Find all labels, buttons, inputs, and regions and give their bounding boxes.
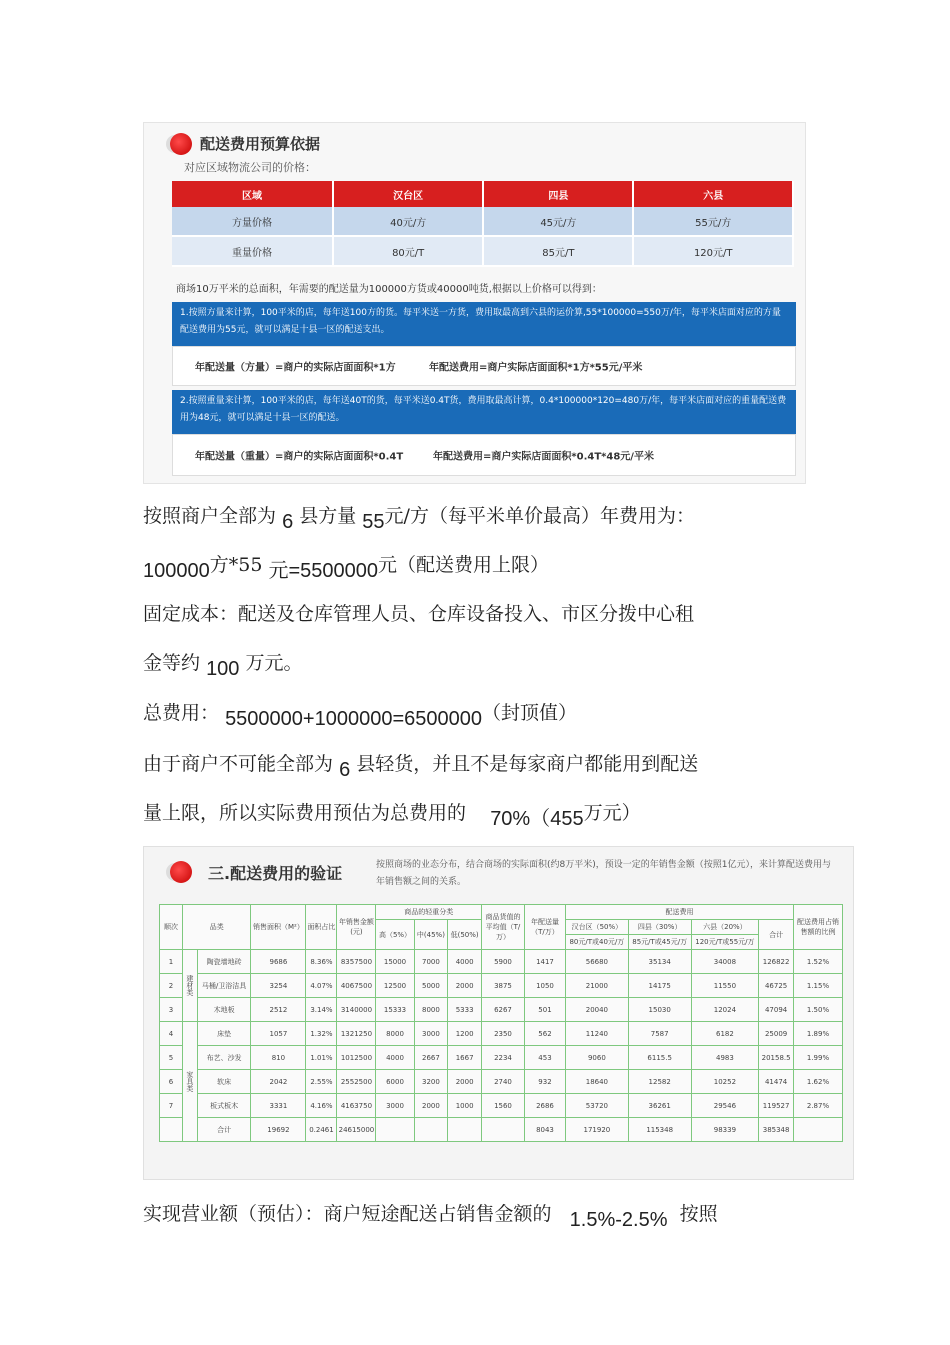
total-cell: 24615000 <box>337 1118 376 1142</box>
table-cell: 12582 <box>628 1070 691 1094</box>
header-sixian: 四县（30%） <box>628 920 691 935</box>
table-cell: 8357500 <box>337 950 376 974</box>
table-cell: 18640 <box>565 1070 628 1094</box>
method1-box <box>172 302 796 346</box>
price-cell: 55元/方 <box>633 207 793 236</box>
table-cell: 5333 <box>448 998 482 1022</box>
total-cell: 0.2461 <box>306 1118 337 1142</box>
header-volume: 年配送量（T/万） <box>524 905 565 950</box>
table-cell: 29546 <box>691 1094 759 1118</box>
header-order: 顺次 <box>160 905 183 950</box>
table-cell: 5000 <box>414 974 448 998</box>
method2-text: 2.按照重量来计算，100平米的店，每年送40T的货，每平米送0.4T货，费用取最高计算，0.4*100000*120=480万/年，每平米店面对应的重量配送费用为48元，就可以满足十县一区的配送。 <box>180 396 787 423</box>
table-cell: 1.62% <box>794 1070 843 1094</box>
figure-title: 配送费用预算依据 <box>200 135 321 153</box>
price-header-cell: 四县 <box>483 181 633 207</box>
table-cell: 软床 <box>197 1070 251 1094</box>
table-cell: 8000 <box>414 998 448 1022</box>
total-row <box>160 1118 843 1142</box>
red-bullet-icon <box>170 133 192 155</box>
table-cell: 2 <box>160 974 183 998</box>
table-cell: 1.89% <box>794 1022 843 1046</box>
table-cell: 1.99% <box>794 1046 843 1070</box>
table-cell: 1.32% <box>306 1022 337 1046</box>
header-heavy: 高（5%） <box>376 920 414 950</box>
table-cell: 2350 <box>481 1022 524 1046</box>
budget-basis-figure <box>143 122 806 484</box>
table-cell: 34008 <box>691 950 759 974</box>
intro-text: 商场10万平米的总面积，年需要的配送量为100000方货或40000吨货,根据以上价格可以得到： <box>176 284 602 295</box>
total-cell: 385348 <box>759 1118 794 1142</box>
paragraph-4: 金等约 100 万元。 <box>143 652 303 680</box>
figure-title: 三.配送费用的验证 <box>208 864 343 883</box>
table-cell: 8.36% <box>306 950 337 974</box>
table-cell: 25009 <box>759 1022 794 1046</box>
table-cell: 9686 <box>251 950 306 974</box>
table-cell: 3254 <box>251 974 306 998</box>
table-cell: 501 <box>524 998 565 1022</box>
table-cell: 木地板 <box>197 998 251 1022</box>
total-cell <box>481 1118 524 1142</box>
table-cell: 2000 <box>448 1070 482 1094</box>
table-cell: 3875 <box>481 974 524 998</box>
table-cell: 6000 <box>376 1070 414 1094</box>
paragraph-7: 量上限，所以实际费用预估为总费用的 70%（455万元） <box>143 802 641 830</box>
table-cell: 3 <box>160 998 183 1022</box>
table-cell: 2000 <box>448 974 482 998</box>
formula2-box <box>172 434 796 476</box>
table-cell: 1417 <box>524 950 565 974</box>
group-label: 家具类 <box>183 1022 198 1142</box>
table-cell: 1012500 <box>337 1046 376 1070</box>
table-row <box>160 1046 843 1070</box>
paragraph-1: 按照商户全部为 6 县方量 55元/方（每平米单价最高）年费用为： <box>143 505 695 533</box>
method2-box <box>172 390 796 434</box>
formula1-box <box>172 346 796 386</box>
table-cell: 1.52% <box>794 950 843 974</box>
table-cell: 36261 <box>628 1094 691 1118</box>
table-cell: 4000 <box>376 1046 414 1070</box>
price-table <box>172 181 794 267</box>
figure-subtitle: 对应区域物流公司的价格： <box>184 161 316 174</box>
cost-verification-figure <box>143 846 854 1180</box>
table-cell: 1000 <box>448 1094 482 1118</box>
price-header-cell: 区域 <box>172 181 333 207</box>
header-low: 低(50%) <box>448 920 482 950</box>
header-liuxian: 六县（20%） <box>691 920 759 935</box>
table-cell: 12024 <box>691 998 759 1022</box>
table-cell: 14175 <box>628 974 691 998</box>
table-row <box>160 998 843 1022</box>
total-cell: 19692 <box>251 1118 306 1142</box>
table-cell: 1560 <box>481 1094 524 1118</box>
figure-description: 按照商场的业态分布，结合商场的实际面积(约8万平米)，预设一定的年销售金额（按照1亿元），来计算配送费用与年销售额之间的关系。 <box>376 860 831 887</box>
table-cell: 4000 <box>448 950 482 974</box>
table-cell: 15333 <box>376 998 414 1022</box>
table-cell: 10252 <box>691 1070 759 1094</box>
table-cell: 6115.5 <box>628 1046 691 1070</box>
header-mid: 中(45%) <box>414 920 448 950</box>
header-hantai: 汉台区（50%） <box>565 920 628 935</box>
table-cell: 47094 <box>759 998 794 1022</box>
total-cell <box>794 1118 843 1142</box>
table-cell: 3331 <box>251 1094 306 1118</box>
header-class-group: 商品的轻重分类 <box>376 905 482 920</box>
total-cell: 8043 <box>524 1118 565 1142</box>
table-cell: 1667 <box>448 1046 482 1070</box>
price-cell: 重量价格 <box>172 236 333 266</box>
table-cell: 810 <box>251 1046 306 1070</box>
table-cell: 2740 <box>481 1070 524 1094</box>
table-cell: 41474 <box>759 1070 794 1094</box>
total-cell: 115348 <box>628 1118 691 1142</box>
table-cell: 1.15% <box>794 974 843 998</box>
table-cell: 3000 <box>376 1094 414 1118</box>
table-cell: 4983 <box>691 1046 759 1070</box>
price-cell: 80元/T <box>333 236 483 266</box>
total-cell <box>160 1118 183 1142</box>
table-cell: 9060 <box>565 1046 628 1070</box>
total-cell <box>376 1118 414 1142</box>
table-cell: 1321250 <box>337 1022 376 1046</box>
header-category: 品类 <box>183 905 251 950</box>
table-cell: 2512 <box>251 998 306 1022</box>
table-cell: 2000 <box>414 1094 448 1118</box>
price-header-cell: 六县 <box>633 181 793 207</box>
header-fee-ratio: 配送费用占销售额的比例 <box>794 905 843 950</box>
table-cell: 4.07% <box>306 974 337 998</box>
table-cell: 5 <box>160 1046 183 1070</box>
paragraph-5: 总费用： 5500000+1000000=6500000（封顶值） <box>143 702 578 730</box>
formula1-volume: 年配送量（方量）=商户的实际店面面积*1方 <box>195 362 396 374</box>
table-cell: 4 <box>160 1022 183 1046</box>
method1-text: 1.按照方量来计算，100平米的店，每年送100方的货。每平米送一方货，费用取最高到六县的运价算,55*100000=550万/年，每平米店面对应的方量配送费用为55元，就可以满足十县一区的配送支出。 <box>180 308 781 335</box>
price-row <box>172 236 793 266</box>
header-total: 合计 <box>759 920 794 950</box>
total-cell <box>414 1118 448 1142</box>
header-sixian-rate: 85元/T或45元/万 <box>628 935 691 950</box>
table-row <box>160 1022 843 1046</box>
header-liuxian-rate: 120元/T或55元/万 <box>691 935 759 950</box>
table-cell: 4067500 <box>337 974 376 998</box>
table-cell: 8000 <box>376 1022 414 1046</box>
table-cell: 5900 <box>481 950 524 974</box>
table-cell: 126822 <box>759 950 794 974</box>
header-area: 销售面积（M²） <box>251 905 306 950</box>
table-cell: 2042 <box>251 1070 306 1094</box>
paragraph-3: 固定成本：配送及仓库管理人员、仓库设备投入、市区分拨中心租 <box>143 603 695 625</box>
table-cell: 56680 <box>565 950 628 974</box>
total-cell: 171920 <box>565 1118 628 1142</box>
table-cell: 4163750 <box>337 1094 376 1118</box>
table-cell: 1050 <box>524 974 565 998</box>
table-cell: 562 <box>524 1022 565 1046</box>
table-row <box>160 1070 843 1094</box>
price-cell: 120元/T <box>633 236 793 266</box>
table-cell: 2.87% <box>794 1094 843 1118</box>
table-cell: 6182 <box>691 1022 759 1046</box>
table-cell: 板式板木 <box>197 1094 251 1118</box>
table-cell: 21000 <box>565 974 628 998</box>
table-cell: 2667 <box>414 1046 448 1070</box>
table-row <box>160 950 843 974</box>
red-bullet-icon <box>170 861 192 883</box>
price-cell: 45元/方 <box>483 207 633 236</box>
table-cell: 20158.5 <box>759 1046 794 1070</box>
table-row <box>160 974 843 998</box>
formula1-cost: 年配送费用=商户实际店面面积*1方*55元/平米 <box>429 362 643 374</box>
paragraph-8: 实现营业额（预估）：商户短途配送占销售金额的 1.5%-2.5% 按照 <box>143 1203 718 1231</box>
table-cell: 12500 <box>376 974 414 998</box>
header-sales: 年销售金额(元) <box>337 905 376 950</box>
table-cell: 46725 <box>759 974 794 998</box>
table-cell: 15000 <box>376 950 414 974</box>
table-cell: 2.55% <box>306 1070 337 1094</box>
price-header-cell: 汉台区 <box>333 181 483 207</box>
table-cell: 1.50% <box>794 998 843 1022</box>
table-cell: 3.14% <box>306 998 337 1022</box>
total-cell <box>448 1118 482 1142</box>
table-cell: 11550 <box>691 974 759 998</box>
paragraph-2: 100000方*55 元=5500000元（配送费用上限） <box>143 554 550 582</box>
price-cell: 方量价格 <box>172 207 333 236</box>
table-cell: 932 <box>524 1070 565 1094</box>
verification-table <box>159 904 843 1142</box>
table-cell: 3140000 <box>337 998 376 1022</box>
formula2-cost: 年配送费用=商户实际店面面积*0.4T*48元/平米 <box>433 451 654 463</box>
header-avg-price: 商品货值的平均值（T/万） <box>481 905 524 950</box>
total-cell: 合计 <box>197 1118 251 1142</box>
table-cell: 1.01% <box>306 1046 337 1070</box>
table-cell: 453 <box>524 1046 565 1070</box>
table-cell: 4.16% <box>306 1094 337 1118</box>
table-cell: 1200 <box>448 1022 482 1046</box>
table-cell: 马桶/卫浴洁具 <box>197 974 251 998</box>
table-cell: 1 <box>160 950 183 974</box>
table-cell: 2686 <box>524 1094 565 1118</box>
price-cell: 40元/方 <box>333 207 483 236</box>
table-cell: 119527 <box>759 1094 794 1118</box>
table-cell: 6 <box>160 1070 183 1094</box>
table-cell: 7000 <box>414 950 448 974</box>
table-cell: 1057 <box>251 1022 306 1046</box>
table-cell: 3000 <box>414 1022 448 1046</box>
formula2-volume: 年配送量（重量）=商户的实际店面面积*0.4T <box>195 451 404 463</box>
table-cell: 11240 <box>565 1022 628 1046</box>
paragraph-6: 由于商户不可能全部为 6 县轻货，并且不是每家商户都能用到配送 <box>143 753 699 781</box>
table-cell: 床垫 <box>197 1022 251 1046</box>
table-cell: 20040 <box>565 998 628 1022</box>
table-cell: 7587 <box>628 1022 691 1046</box>
header-ratio: 面积占比 <box>306 905 337 950</box>
table-cell: 布艺、沙发 <box>197 1046 251 1070</box>
header-fee-group: 配送费用 <box>565 905 793 920</box>
table-cell: 15030 <box>628 998 691 1022</box>
table-cell: 35134 <box>628 950 691 974</box>
table-cell: 6267 <box>481 998 524 1022</box>
table-cell: 陶瓷墙地砖 <box>197 950 251 974</box>
table-cell: 53720 <box>565 1094 628 1118</box>
table-cell: 3200 <box>414 1070 448 1094</box>
group-label: 建材类 <box>183 950 198 1022</box>
header-hantai-rate: 80元/T或40元/万 <box>565 935 628 950</box>
table-cell: 2552500 <box>337 1070 376 1094</box>
price-row <box>172 207 793 236</box>
total-cell: 98339 <box>691 1118 759 1142</box>
table-cell: 2234 <box>481 1046 524 1070</box>
table-cell: 7 <box>160 1094 183 1118</box>
table-row <box>160 1094 843 1118</box>
price-cell: 85元/T <box>483 236 633 266</box>
